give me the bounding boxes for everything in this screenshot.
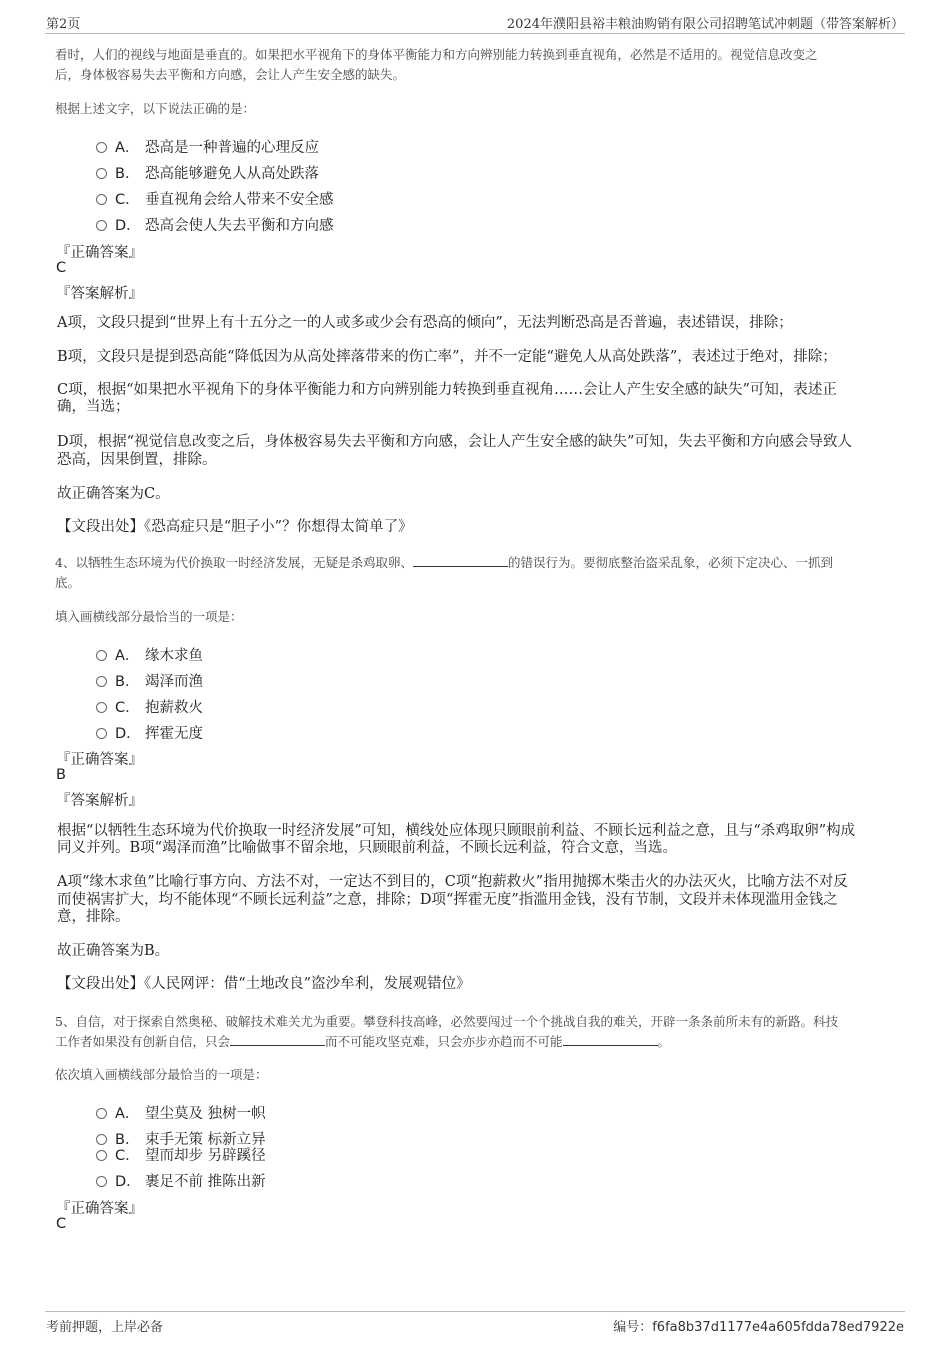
option-text: 挥霍无度 xyxy=(145,726,203,742)
radio-icon[interactable] xyxy=(96,676,107,687)
radio-icon[interactable] xyxy=(96,728,107,739)
q3-prompt: 根据上述文字，以下说法正确的是： xyxy=(55,101,256,116)
q5-blank-2 xyxy=(563,1033,658,1046)
q3-option-c[interactable] xyxy=(96,188,334,209)
q3-answer: C xyxy=(56,260,67,276)
footer-code-label: 编号： xyxy=(613,1320,653,1335)
option-text: 望而却步 另辟蹊径 xyxy=(145,1148,266,1164)
page-number: 第2页 xyxy=(46,17,81,32)
radio-icon[interactable] xyxy=(96,1150,107,1161)
option-key: B． xyxy=(115,166,140,182)
q3-option-d[interactable] xyxy=(96,214,334,235)
q5-option-d[interactable] xyxy=(96,1170,266,1191)
q4-blank xyxy=(413,554,508,567)
q4-option-a[interactable] xyxy=(96,644,203,665)
q3-analysis-d-line2: 恐高，因果倒置，排除。 xyxy=(57,452,217,468)
q5-stem-part2: 而不可能攻坚克难，只会亦步亦趋而不可能 xyxy=(325,1034,563,1049)
option-key: D． xyxy=(115,1174,141,1190)
q3-option-b[interactable] xyxy=(96,162,319,183)
option-text: 裹足不前 推陈出新 xyxy=(145,1174,266,1190)
q3-answer-label: 『正确答案』 xyxy=(56,245,143,261)
q3-analysis-label: 『答案解析』 xyxy=(56,286,143,302)
q4-stem-line1 xyxy=(55,552,833,573)
q3-passage-line1: 看时，人们的视线与地面是垂直的。如果把水平视角下的身体平衡能力和方向辨别能力转换到垂直视角，必然是不适用的。视觉信息改变之 xyxy=(55,47,818,62)
radio-icon[interactable] xyxy=(96,194,107,205)
q5-stem-part1: 工作者如果没有创新自信，只会 xyxy=(55,1034,231,1049)
radio-icon[interactable] xyxy=(96,1134,107,1145)
q4-option-b[interactable] xyxy=(96,670,203,691)
q3-conclusion: 故正确答案为C。 xyxy=(57,486,170,502)
radio-icon[interactable] xyxy=(96,220,107,231)
q5-answer: C xyxy=(56,1216,67,1232)
option-text: 恐高能够避免人从高处跌落 xyxy=(145,166,319,182)
q3-analysis-c-line2: 确，当选； xyxy=(57,399,130,415)
option-key: C． xyxy=(115,700,140,716)
q5-blank-1 xyxy=(230,1033,325,1046)
footer-slogan: 考前押题，上岸必备 xyxy=(46,1320,164,1335)
q3-analysis-c-line1: C项，根据“如果把水平视角下的身体平衡能力和方向辨别能力转换到垂直视角……会让人产生安全感的缺失”可知，表述正 xyxy=(57,382,837,398)
q3-analysis-a: A项，文段只提到“世界上有十五分之一的人或多或少会有恐高的倾向”，无法判断恐高是否普遍，表述错误，排除； xyxy=(57,315,793,331)
q4-stem-part2: 的错误行为。要彻底整治盗采乱象，必须下定决心、一抓到 xyxy=(507,555,833,570)
radio-icon[interactable] xyxy=(96,1108,107,1119)
q4-option-d[interactable] xyxy=(96,722,203,743)
q3-passage-line2: 后，身体极容易失去平衡和方向感，会让人产生安全感的缺失。 xyxy=(55,67,406,82)
q5-option-a[interactable] xyxy=(96,1102,266,1123)
q4-answer-label: 『正确答案』 xyxy=(56,752,143,768)
radio-icon[interactable] xyxy=(96,702,107,713)
option-text: 缘木求鱼 xyxy=(145,648,203,664)
radio-icon[interactable] xyxy=(96,650,107,661)
option-text: 望尘莫及 独树一帜 xyxy=(145,1106,266,1122)
q3-source: 【文段出处】《恐高症只是“胆子小”？你想得太简单了》 xyxy=(57,519,413,535)
footer-code xyxy=(613,1316,904,1335)
q5-stem-line1: 5、自信，对于探索自然奥秘、破解技术难关尤为重要。攀登科技高峰，必然要闯过一个个挑战自我的难关，开辟一条条前所未有的新路。科技 xyxy=(55,1014,838,1029)
q4-analysis-line3: A项“缘木求鱼”比喻行事方向、方法不对，一定达不到目的，C项“抱薪救火”指用抛掷木柴击火的办法灭火，比喻方法不对反 xyxy=(57,874,848,890)
q4-stem-part1: 4、以牺牲生态环境为代价换取一时经济发展，无疑是杀鸡取卵、 xyxy=(55,555,413,570)
q3-analysis-d-line1: D项，根据“视觉信息改变之后，身体极容易失去平衡和方向感，会让人产生安全感的缺失”可知，失去平衡和方向感会导致人 xyxy=(57,434,852,450)
radio-icon[interactable] xyxy=(96,142,107,153)
q4-analysis-label: 『答案解析』 xyxy=(56,793,143,809)
document-title: 2024年濮阳县裕丰粮油购销有限公司招聘笔试冲刺题（带答案解析） xyxy=(506,17,904,32)
q4-conclusion: 故正确答案为B。 xyxy=(57,943,170,959)
option-key: D． xyxy=(115,218,141,234)
q5-option-c[interactable] xyxy=(96,1144,266,1165)
option-key: B． xyxy=(115,674,140,690)
option-text: 恐高会使人失去平衡和方向感 xyxy=(145,218,334,234)
q4-source: 【文段出处】《人民网评：借“土地改良”盗沙牟利，发展观错位》 xyxy=(57,976,471,992)
option-key: A． xyxy=(115,648,140,664)
option-text: 竭泽而渔 xyxy=(145,674,203,690)
q4-prompt: 填入画横线部分最恰当的一项是： xyxy=(55,609,243,624)
q4-option-c[interactable] xyxy=(96,696,203,717)
radio-icon[interactable] xyxy=(96,1176,107,1187)
footer-code-value: f6fa8b37d1177e4a605fdda78ed7922e xyxy=(652,1320,904,1335)
q5-stem-line2 xyxy=(55,1031,670,1052)
q4-analysis-line5: 意，排除。 xyxy=(57,909,130,925)
q3-option-a[interactable] xyxy=(96,136,319,157)
q4-answer: B xyxy=(56,767,66,783)
q5-answer-label: 『正确答案』 xyxy=(56,1201,143,1217)
option-key: A． xyxy=(115,1106,140,1122)
q4-analysis-line2: 同义并列。B项“竭泽而渔”比喻做事不留余地，只顾眼前利益，不顾长远利益，符合文意，当选。 xyxy=(57,840,677,856)
option-key: D． xyxy=(115,726,141,742)
q5-stem-part3: 。 xyxy=(657,1034,671,1049)
option-text: 抱薪救火 xyxy=(145,700,203,716)
option-key: C． xyxy=(115,1148,140,1164)
q4-analysis-line1: 根据“以牺牲生态环境为代价换取一时经济发展”可知，横线处应体现只顾眼前利益、不顾长远利益之意，且与“杀鸡取卵”构成 xyxy=(57,823,856,839)
option-text: 垂直视角会给人带来不安全感 xyxy=(145,192,334,208)
option-text: 恐高是一种普遍的心理反应 xyxy=(145,140,319,156)
option-text: 束手无策 标新立异 xyxy=(145,1132,266,1148)
option-key: C． xyxy=(115,192,140,208)
footer-divider xyxy=(45,1311,905,1312)
option-key: A． xyxy=(115,140,140,156)
q4-analysis-line4: 而使祸害扩大，均不能体现“不顾长远利益”之意，排除；D项“挥霍无度”指滥用金钱，没有节制，文段并未体现滥用金钱之 xyxy=(57,892,838,908)
option-key: B． xyxy=(115,1132,140,1148)
header-divider xyxy=(45,33,905,34)
radio-icon[interactable] xyxy=(96,168,107,179)
q3-analysis-b: B项，文段只是提到恐高能“降低因为从高处摔落带来的伤亡率”，并不一定能“避免人从高处跌落”，表述过于绝对，排除； xyxy=(57,349,837,365)
q4-stem-line2: 底。 xyxy=(55,575,81,590)
q5-prompt: 依次填入画横线部分最恰当的一项是： xyxy=(55,1067,268,1082)
